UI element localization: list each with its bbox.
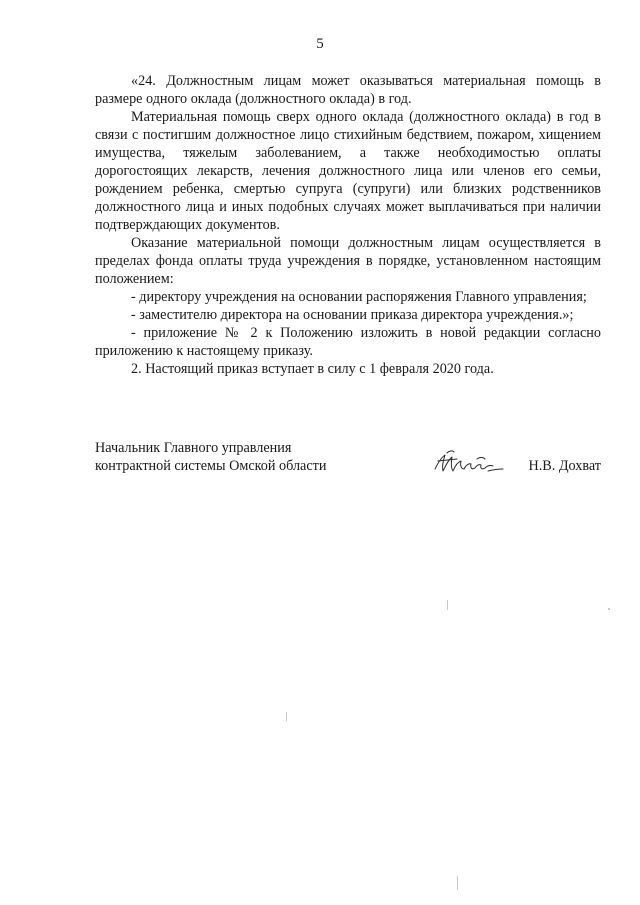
list-item-director: - директору учреждения на основании распоряжения Главного управления;	[131, 289, 587, 305]
list-item-deputy-director: - заместителю директора на основании приказа директора учреждения.»;	[131, 307, 574, 323]
signer-title-line1: Начальник Главного управления	[95, 440, 292, 456]
paragraph-material-aid-procedure: Оказание материальной помощи должностным лицам осуществляется в пределах фонда оплаты труда учреждения в порядке, установленном настоящим положением:	[95, 235, 601, 287]
page-number: 5	[316, 36, 324, 52]
signer-title-line2: контрактной системы Омской области	[95, 458, 327, 474]
list-item-appendix: - приложение № 2 к Положению изложить в новой редакции согласно приложению к настоящему приказу.	[95, 325, 601, 359]
scan-artifact	[608, 608, 610, 610]
paragraph-item-24: «24. Должностным лицам может оказываться материальная помощь в размере одного оклада (должностного оклада) в год.	[95, 73, 601, 107]
scan-artifact	[447, 600, 448, 610]
scan-artifact	[286, 712, 287, 721]
paragraph-material-aid-extra: Материальная помощь сверх одного оклада (должностного оклада) в год в связи с постигшим должностное лицо стихийным бедствием, пожаром, хищением имущества, тяжелым заболеванием, а также необходимостью оплаты дорогостоящих лекарств, лечения должностного лица или членов его семьи, рождением ребенка, смертью супруга (супруги) или близких родственников должностного лица и иных подобных случаях может выплачиваться при наличии подтверждающих документов.	[95, 109, 601, 233]
scan-artifact	[457, 876, 458, 890]
signature-block	[95, 439, 601, 479]
signer-name: Н.В. Дохват	[528, 458, 601, 474]
handwritten-signature	[433, 447, 505, 477]
signer-title	[95, 439, 326, 475]
document-body	[95, 72, 601, 378]
paragraph-effective-date: 2. Настоящий приказ вступает в силу с 1 февраля 2020 года.	[131, 361, 494, 377]
